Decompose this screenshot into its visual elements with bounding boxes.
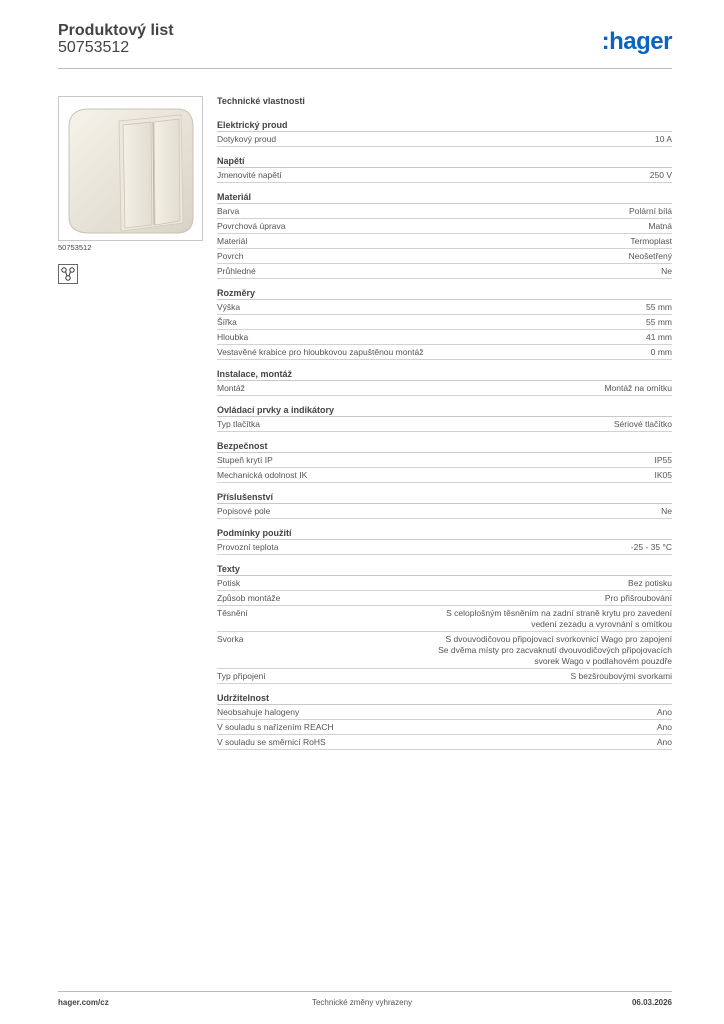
spec-value: Montáž na omítku: [604, 383, 672, 393]
double-push-button-switch-image: [59, 97, 202, 240]
spec-value: Matná: [648, 221, 672, 231]
spec-label: Šířka: [217, 317, 237, 327]
spec-label: Jmenovité napětí: [217, 170, 282, 180]
spec-row: [217, 168, 672, 183]
spec-label: Vestavěné krabice pro hloubkovou zapuštěnou montáž: [217, 347, 424, 357]
spec-section: [217, 154, 672, 183]
spec-label: Povrch: [217, 251, 244, 261]
spec-section-title: Texty: [217, 562, 672, 576]
spec-section-title: Elektrický proud: [217, 118, 672, 132]
spec-value: Ne: [661, 266, 672, 276]
specs-title: Technické vlastnosti: [217, 96, 305, 106]
spec-value: Ano: [656, 722, 672, 732]
spec-row: [217, 264, 672, 279]
spec-section-title: Rozměry: [217, 286, 672, 300]
footer-date: 06.03.2026: [631, 998, 672, 1007]
spec-value: Ano: [656, 737, 672, 747]
spec-row: [217, 315, 672, 330]
spec-label: Svorka: [217, 634, 244, 644]
spec-section: [217, 403, 672, 432]
spec-row: [217, 606, 672, 632]
spec-label: Provozní teplota: [217, 542, 279, 552]
spec-row: [217, 504, 672, 519]
footer-divider: [58, 991, 672, 992]
spec-row: [217, 453, 672, 468]
spec-value: Ano: [656, 707, 672, 717]
spec-value: 250 V: [649, 170, 672, 180]
spec-value: 0 mm: [650, 347, 672, 357]
header-divider: [58, 68, 672, 69]
spec-label: Stupeň krytí IP: [217, 455, 273, 465]
spec-label: Hloubka: [217, 332, 249, 342]
spec-section: [217, 286, 672, 360]
spec-row: [217, 132, 672, 147]
spec-section-title: Napětí: [217, 154, 672, 168]
spec-section: [217, 439, 672, 483]
spec-label: Popisové pole: [217, 506, 271, 516]
spec-section-title: Instalace, montáž: [217, 367, 672, 381]
spec-row: [217, 735, 672, 750]
spec-row: [217, 234, 672, 249]
spec-label: Neobsahuje halogeny: [217, 707, 300, 717]
spec-row: [217, 632, 672, 669]
technical-specs: [217, 94, 672, 757]
spec-section: [217, 490, 672, 519]
spec-row: [217, 540, 672, 555]
footer-website: hager.com/cz: [58, 998, 109, 1007]
spec-row: [217, 669, 672, 684]
spec-value: IK05: [654, 470, 672, 480]
spec-section: [217, 118, 672, 147]
spec-section-title: Udržitelnost: [217, 691, 672, 705]
spec-label: Montáž: [217, 383, 245, 393]
spec-value: Pro přišroubování: [604, 593, 672, 603]
spec-label: Výška: [217, 302, 241, 312]
spec-section-title: Příslušenství: [217, 490, 672, 504]
spec-section: [217, 526, 672, 555]
spec-row: [217, 576, 672, 591]
spec-section: [217, 190, 672, 279]
page-title: Produktový list: [58, 22, 174, 39]
spec-value: 10 A: [654, 134, 672, 144]
spec-value: Ne: [661, 506, 672, 516]
spec-label: Způsob montáže: [217, 593, 281, 603]
hager-logo: :hager: [601, 28, 672, 55]
footer-note: Technické změny vyhrazeny: [311, 998, 413, 1007]
spec-value: Bez potisku: [628, 578, 672, 588]
spec-section-title: Podmínky použití: [217, 526, 672, 540]
spec-label: V souladu se směrnicí RoHS: [217, 737, 326, 747]
spec-label: Dotykový proud: [217, 134, 277, 144]
spec-section-title: Bezpečnost: [217, 439, 672, 453]
spec-label: Typ připojení: [217, 671, 266, 681]
spec-row: [217, 417, 672, 432]
spec-value: -25 - 35 °C: [630, 542, 672, 552]
spec-row: [217, 705, 672, 720]
spec-section: [217, 691, 672, 750]
spec-value: S bezšroubovými svorkami: [570, 671, 672, 681]
spec-value: Polární bílá: [629, 206, 672, 216]
spec-section: [217, 367, 672, 396]
spec-row: [217, 204, 672, 219]
spec-row: [217, 381, 672, 396]
spec-label: V souladu s nařízením REACH: [217, 722, 334, 732]
spec-label: Mechanická odolnost IK: [217, 470, 308, 480]
spec-row: [217, 468, 672, 483]
spec-label: Povrchová úprava: [217, 221, 286, 231]
spec-row: [217, 249, 672, 264]
spec-label: Barva: [217, 206, 240, 216]
spec-row: [217, 345, 672, 360]
spec-section: [217, 562, 672, 684]
spec-value: Termoplast: [630, 236, 672, 246]
spec-row: [217, 591, 672, 606]
spec-label: Materiál: [217, 236, 248, 246]
spec-value: 55 mm: [646, 302, 672, 312]
spec-section-title: Materiál: [217, 190, 672, 204]
spec-value: Neošetřený: [628, 251, 672, 261]
spec-label: Potisk: [217, 578, 241, 588]
page-header: [58, 22, 672, 70]
spec-label: Těsnění: [217, 608, 248, 618]
spec-row: [217, 720, 672, 735]
product-code-heading: 50753512: [58, 39, 130, 56]
spec-value: IP55: [654, 455, 672, 465]
spec-section-title: Ovládací prvky a indikátory: [217, 403, 672, 417]
wago-terminal-pictogram: [59, 265, 77, 283]
spec-label: Průhledné: [217, 266, 256, 276]
product-image: [58, 96, 203, 241]
spec-row: [217, 300, 672, 315]
spec-value: Sériové tlačítko: [613, 419, 672, 429]
spec-label: Typ tlačítka: [217, 419, 260, 429]
spec-row: [217, 219, 672, 234]
spec-value: S dvouvodičovou připojovací svorkovnicí Wago pro zapojení Se dvěma místy pro zacvaknutí dvouvodičových připojovacích svorek Wago v podlahovém pouzdře: [438, 634, 672, 666]
spec-value: 55 mm: [646, 317, 672, 327]
spec-value: 41 mm: [646, 332, 672, 342]
spec-value: S celoplošným těsněním na zadní straně krytu pro zavedení vedení zezadu a vyrovnání s omítkou: [446, 608, 672, 629]
product-code-label: 50753512: [58, 243, 92, 252]
spec-row: [217, 330, 672, 345]
pictogram-box: [58, 264, 78, 284]
